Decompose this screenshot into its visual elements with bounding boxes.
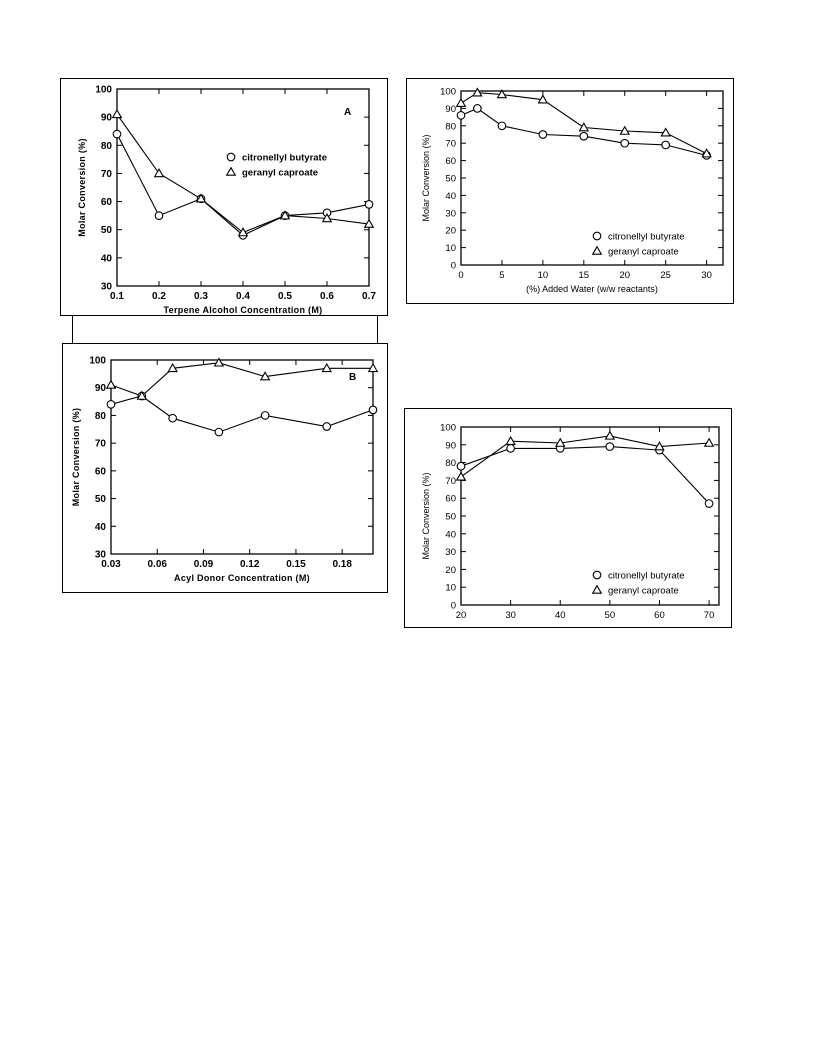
chart-b-ytick-label: 90 [94, 383, 106, 395]
chart-c-geranyl-caproate-point [580, 123, 589, 131]
chart-c-legend-marker-circle [593, 232, 601, 240]
chart-b-xtick-label: 0.03 [101, 559, 121, 570]
chart-a-ytick-label: 70 [100, 168, 112, 180]
chart-a-citronellyl-butyrate-point [113, 130, 121, 138]
chart-b-y-axis-title: Molar Conversion (%) [71, 407, 81, 507]
chart-a-xtick-label: 0.4 [236, 291, 250, 302]
chart-a-series-citronellyl-butyrate-line [117, 134, 369, 235]
chart-c-ytick-label: 60 [445, 156, 456, 168]
chart-c-ytick-label: 0 [450, 260, 456, 272]
chart-d-legend-label: citronellyl butyrate [608, 570, 685, 582]
chart-c-x-axis-title: (%) Added Water (w/w reactants) [526, 284, 658, 294]
chart-d-ytick-label: 40 [445, 529, 456, 541]
chart-d-series-citronellyl-butyrate-line [461, 447, 709, 504]
chart-b-xtick-label: 0.06 [147, 559, 167, 570]
chart-a-connector [72, 315, 378, 344]
chart-b-citronellyl-butyrate-point [215, 428, 223, 436]
chart-d-legend-marker-triangle [593, 586, 602, 594]
chart-d-ytick-label: 10 [445, 582, 456, 594]
chart-a-ytick-label: 60 [100, 197, 112, 209]
chart-d-geranyl-caproate-point [705, 439, 714, 447]
chart-b-xtick-label: 0.09 [193, 559, 214, 570]
chart-b-xtick-label: 0.12 [239, 559, 260, 570]
chart-d-geranyl-caproate-point [606, 432, 615, 440]
chart-b-frame [62, 343, 388, 593]
chart-c-ytick-label: 10 [445, 243, 456, 255]
chart-b-citronellyl-butyrate-point [369, 406, 377, 414]
chart-a-y-axis-title: Molar Conversion (%) [77, 138, 87, 237]
chart-a-legend-label: citronellyl butyrate [242, 152, 327, 164]
chart-d-legend-marker-circle [593, 571, 601, 579]
chart-c-ytick-label: 40 [445, 190, 456, 202]
chart-a-geranyl-caproate-point [155, 169, 164, 177]
chart-a-ytick-label: 30 [100, 281, 112, 293]
chart-a-ytick-label: 90 [100, 112, 112, 124]
chart-b-x-axis-title: Acyl Donor Concentration (M) [174, 573, 310, 583]
chart-a-legend-marker-circle [227, 153, 235, 161]
chart-a-x-axis-title: Terpene Alcohol Concentration (M) [163, 305, 323, 315]
chart-d-xtick-label: 20 [455, 610, 467, 621]
chart-c-citronellyl-butyrate-point [498, 122, 506, 130]
chart-d [405, 409, 731, 627]
chart-c-citronellyl-butyrate-point [457, 112, 465, 120]
chart-a-citronellyl-butyrate-point [365, 201, 373, 209]
chart-a-xtick-label: 0.1 [110, 291, 124, 302]
chart-b-panel-label: B [349, 372, 357, 383]
chart-d-y-axis-title: Molar Conversion (%) [421, 472, 431, 560]
chart-a-xtick-label: 0.7 [362, 291, 376, 302]
chart-d-frame [404, 408, 732, 628]
chart-c-xtick-label: 10 [537, 270, 549, 281]
chart-b-ytick-label: 80 [94, 410, 106, 422]
chart-b-ytick-label: 40 [94, 521, 106, 533]
chart-b [63, 344, 387, 592]
chart-a-ytick-label: 40 [100, 253, 112, 265]
chart-d-xtick-label: 30 [505, 610, 516, 621]
chart-d-ytick-label: 90 [445, 440, 456, 452]
chart-c-xtick-label: 25 [660, 270, 671, 281]
chart-c-frame [406, 78, 734, 304]
chart-b-plot-area [111, 360, 373, 554]
chart-c-ytick-label: 70 [445, 138, 456, 150]
chart-d-geranyl-caproate-point [457, 473, 466, 481]
chart-d-ytick-label: 80 [445, 458, 456, 470]
chart-d-xtick-label: 60 [654, 610, 665, 621]
chart-d-ytick-label: 20 [445, 564, 456, 576]
chart-d-xtick-label: 70 [703, 610, 715, 621]
chart-b-ytick-label: 70 [94, 438, 106, 450]
chart-b-ytick-label: 60 [94, 466, 106, 478]
chart-c-xtick-label: 15 [578, 270, 590, 281]
chart-d-ytick-label: 70 [445, 475, 456, 487]
chart-d-legend-label: geranyl caproate [608, 585, 679, 597]
chart-c-ytick-label: 80 [445, 121, 456, 133]
chart-b-citronellyl-butyrate-point [107, 401, 115, 409]
chart-a-xtick-label: 0.6 [320, 291, 334, 302]
chart-a [61, 79, 387, 315]
chart-d-ytick-label: 60 [445, 493, 456, 505]
chart-c-citronellyl-butyrate-point [621, 139, 629, 147]
chart-b-series-citronellyl-butyrate-line [111, 396, 373, 432]
chart-d-xtick-label: 40 [554, 610, 566, 621]
chart-c-legend-label: citronellyl butyrate [608, 231, 685, 243]
chart-b-citronellyl-butyrate-point [323, 423, 331, 431]
chart-a-frame [60, 78, 388, 316]
chart-a-panel-label: A [344, 107, 352, 118]
chart-b-xtick-label: 0.15 [286, 559, 306, 570]
chart-b-ytick-label: 100 [89, 355, 106, 367]
chart-a-xtick-label: 0.2 [152, 291, 166, 302]
chart-c [407, 79, 733, 303]
chart-c-geranyl-caproate-point [457, 99, 466, 107]
chart-b-xtick-label: 0.18 [332, 559, 352, 570]
chart-c-citronellyl-butyrate-point [539, 131, 547, 139]
chart-a-geranyl-caproate-point [113, 110, 122, 118]
chart-c-xtick-label: 5 [499, 270, 505, 281]
chart-c-xtick-label: 0 [458, 270, 464, 281]
chart-a-citronellyl-butyrate-point [155, 212, 163, 220]
chart-b-citronellyl-butyrate-point [261, 412, 269, 420]
chart-c-citronellyl-butyrate-point [580, 132, 588, 140]
chart-d-citronellyl-butyrate-point [507, 445, 515, 453]
chart-a-ytick-label: 100 [95, 84, 112, 96]
chart-d-geranyl-caproate-point [506, 437, 515, 445]
chart-a-ytick-label: 50 [100, 225, 112, 237]
chart-a-plot-area [117, 89, 369, 286]
chart-d-citronellyl-butyrate-point [457, 462, 465, 470]
chart-d-ytick-label: 100 [440, 422, 456, 434]
chart-c-geranyl-caproate-point [473, 88, 482, 96]
chart-c-xtick-label: 20 [619, 270, 631, 281]
chart-c-ytick-label: 50 [445, 173, 456, 185]
chart-d-citronellyl-butyrate-point [606, 443, 614, 451]
chart-d-citronellyl-butyrate-point [705, 500, 713, 508]
chart-c-ytick-label: 20 [445, 225, 456, 237]
chart-a-legend-marker-triangle [227, 168, 236, 176]
chart-b-citronellyl-butyrate-point [169, 414, 177, 422]
chart-b-series-geranyl-caproate-line [111, 363, 373, 396]
chart-c-citronellyl-butyrate-point [474, 105, 482, 113]
chart-c-legend-marker-triangle [593, 247, 602, 255]
chart-c-ytick-label: 90 [445, 103, 456, 115]
chart-c-citronellyl-butyrate-point [662, 141, 670, 149]
chart-d-ytick-label: 0 [450, 600, 456, 612]
chart-a-ytick-label: 80 [100, 140, 112, 152]
chart-c-y-axis-title: Molar Conversion (%) [421, 134, 431, 222]
chart-c-ytick-label: 100 [440, 86, 456, 98]
chart-b-geranyl-caproate-point [107, 381, 116, 389]
chart-b-ytick-label: 30 [94, 549, 106, 561]
chart-d-xtick-label: 50 [604, 610, 616, 621]
chart-d-ytick-label: 30 [445, 547, 456, 559]
chart-a-xtick-label: 0.3 [194, 291, 208, 302]
chart-a-legend-label: geranyl caproate [242, 167, 319, 179]
chart-c-ytick-label: 30 [445, 208, 456, 220]
chart-a-xtick-label: 0.5 [278, 291, 292, 302]
chart-d-ytick-label: 50 [445, 511, 456, 523]
chart-b-ytick-label: 50 [94, 494, 106, 506]
chart-c-legend-label: geranyl caproate [608, 246, 679, 258]
chart-c-xtick-label: 30 [701, 270, 712, 281]
chart-d-series-geranyl-caproate-line [461, 436, 709, 477]
